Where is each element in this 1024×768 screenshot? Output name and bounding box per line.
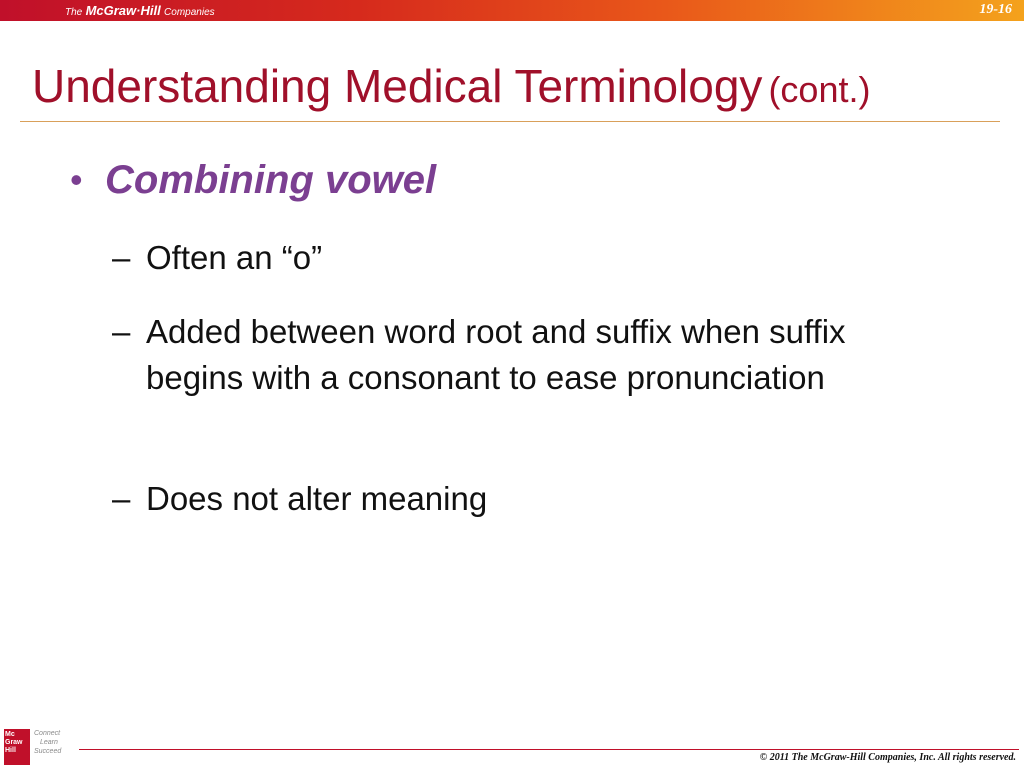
title-suffix: (cont.) [768,69,871,110]
sub-bullet [112,235,912,281]
sub-bullet [112,476,912,522]
brand-prefix: The [65,7,83,18]
sub-bullet-dash: – [112,480,131,517]
footer-divider [79,749,1019,750]
mcgraw-hill-logo [4,729,30,765]
sub-bullet-text: Added between word root and suffix when suffix begins with a consonant to ease pronunciation [146,313,846,396]
slide-number: 19-16 [979,2,1012,17]
tagline-line: Connect [34,730,61,737]
sub-bullet-text: Does not alter meaning [146,480,488,517]
copyright-notice: © 2011 The McGraw-Hill Companies, Inc. All rights reserved. [759,752,1016,763]
logo-line: Mc [5,731,15,738]
sub-bullet-dash: – [112,239,131,276]
logo-line: Graw [5,739,23,746]
brand-wordmark [65,3,215,18]
title-main: Understanding Medical Terminology [32,60,763,112]
tagline [34,729,61,756]
slide-title [32,58,870,118]
title-divider [20,121,1000,122]
brand-name: McGraw·Hill [85,3,161,18]
sub-bullet-dash: – [112,313,131,350]
logo-line: Hill [5,747,16,754]
bullet-dot: • [70,159,83,200]
tagline-line: Learn [40,739,58,746]
brand-suffix: Companies [164,7,215,18]
bullet-text: Combining vowel [105,158,437,202]
logo-text [5,731,23,755]
tagline-line: Succeed [34,748,62,755]
sub-bullet [112,309,912,401]
header-bar [0,0,1024,21]
sub-bullet-text: Often an “o” [146,239,323,276]
